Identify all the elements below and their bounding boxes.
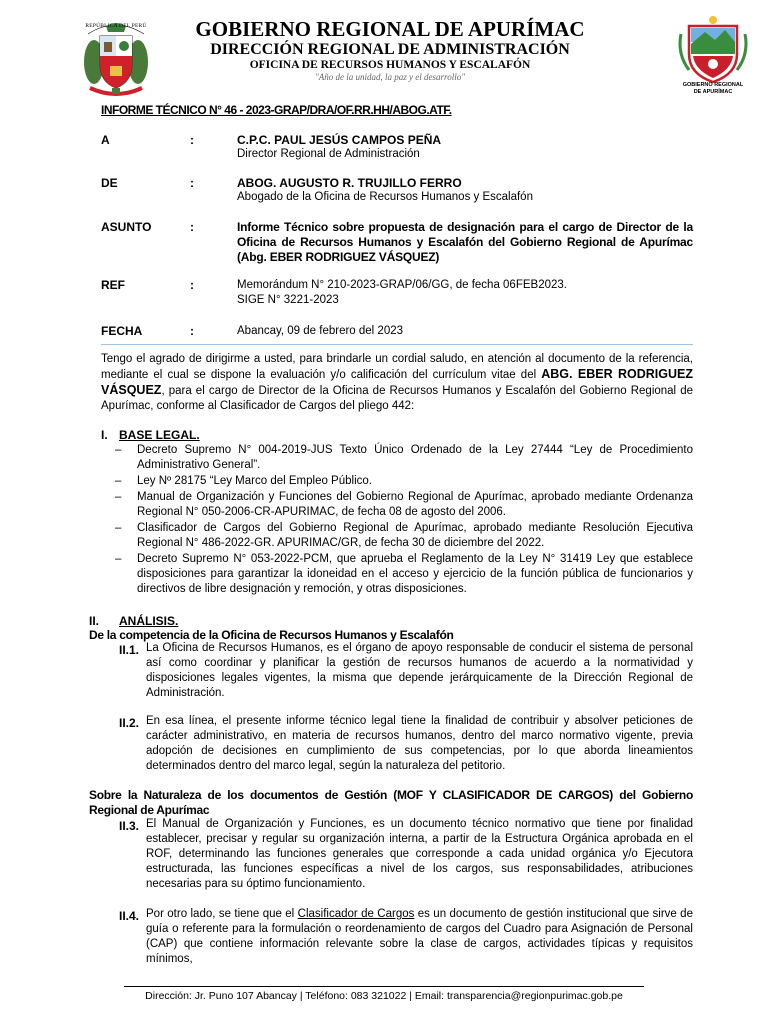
report-title: INFORME TÉCNICO N° 46 - 2023-GRAP/DRA/OF.RR.HH/ABOG.ATF. <box>101 103 452 117</box>
intro-text-2: , para el cargo de Director de la Oficina de Recursos Humanos y Escalafón del Gobierno Regional de Apurímac, conforme al Clasificador de Cargos del pliego 442: <box>101 385 693 412</box>
list-item: ‒ Clasificador de Cargos del Gobierno Regional de Apurímac, aprobado mediante Resolución Ejecutiva Regional N° 486-2022-GR. APURIMAC/GR, de fecha 30 de diciembre del 2022. <box>115 522 693 549</box>
header-divider <box>101 344 693 345</box>
intro-text-1: Tengo el agrado de dirigirme a usted, para brindarle un cordial saludo, en atención al documento de la referencia, mediante el cual se dispone la evaluación y/o calificación del currículum vitae del <box>101 353 693 381</box>
peru-seal-logo <box>80 14 152 98</box>
list-item: ‒ Ley Nº 28175 “Ley Marco del Empleo Público. <box>115 475 372 487</box>
section1-number: I. <box>101 428 108 442</box>
para-II4-text-1: Por otro lado, se tiene que el <box>146 908 298 920</box>
field-a-role: Director Regional de Administración <box>237 148 420 160</box>
field-ref-line2: SIGE N° 3221-2023 <box>237 294 339 306</box>
section2-number: II. <box>89 614 100 628</box>
intro-paragraph <box>101 352 693 414</box>
field-ref-line1: Memorándum N° 210-2023-GRAP/06/GG, de fecha 06FEB2023. <box>237 279 567 291</box>
clasificador-link: Clasificador de Cargos <box>297 908 415 920</box>
footer-address: Dirección: Jr. Puno 107 Abancay | Teléfono: 083 321022 | Email: transparencia@regionpurimac.gob.pe <box>145 990 623 1002</box>
field-a-label: A <box>101 133 110 147</box>
apurimac-region-logo <box>675 14 751 104</box>
field-de-name: ABOG. AUGUSTO R. TRUJILLO FERRO <box>237 176 462 190</box>
para-II2: En esa línea, el presente informe técnico legal tiene la finalidad de contribuir y absolver peticiones de carácter administrativo, en materia de recursos humanos, dentro del marco normativo vigente, previa adopción de decisiones en cumplimiento de sus competencias, por lo que aborda lineamientos determinados dentro del marco legal, según la naturaleza del petitorio. <box>146 715 693 772</box>
para-II4-number: II.4. <box>119 909 140 923</box>
header-title-2: DIRECCIÓN REGIONAL DE ADMINISTRACIÓN <box>210 41 570 58</box>
section2-subtitle-2: Sobre la Naturaleza de los documentos de Gestión (MOF Y CLASIFICADOR DE CARGOS) del Gobierno Regional de Apurímac <box>89 788 693 817</box>
field-ref-label: REF <box>101 278 125 292</box>
para-II3-number: II.3. <box>119 819 140 833</box>
header-title-1: GOBIERNO REGIONAL DE APURÍMAC <box>195 17 585 41</box>
header-title-3: OFICINA DE RECURSOS HUMANOS Y ESCALAFÓN <box>249 59 531 71</box>
section1-list <box>115 443 693 597</box>
header-motto: "Año de la unidad, la paz y el desarrollo" <box>315 72 465 82</box>
section2-subtitle-1: De la competencia de la Oficina de Recursos Humanos y Escalafón <box>89 628 454 642</box>
para-II1-number: II.1. <box>119 643 140 657</box>
list-item: ‒ Manual de Organización y Funciones del Gobierno Regional de Apurímac, aprobado mediante Ordenanza Regional N° 050-2006-CR-APURIMAC, de fecha 08 de agosto del 2006. <box>115 491 693 518</box>
list-item: ‒ Decreto Supremo N° 004-2019-JUS Texto Único Ordenado de la Ley 27444 “Ley de Procedimiento Administrativo General”. <box>115 444 693 471</box>
seal-caption: REPÚBLICA DEL PERÚ <box>85 23 147 29</box>
field-a-colon: : <box>190 133 194 147</box>
field-asunto-text: Informe Técnico sobre propuesta de designación para el cargo de Director de la Oficina de Recursos Humanos y Escalafón del Gobierno Regional de Apurímac (Abg. EBER RODRIGUEZ VÁSQUEZ) <box>237 220 693 264</box>
field-de-label: DE <box>101 176 118 190</box>
field-de-colon: : <box>190 176 194 190</box>
field-fecha-colon: : <box>190 324 194 338</box>
field-ref-colon: : <box>190 278 194 292</box>
intro-name: ABG. EBER RODRIGUEZ VÁSQUEZ <box>101 367 693 397</box>
list-item: ‒ Decreto Supremo N° 053-2022-PCM, que aprueba el Reglamento de la Ley N° 31419 Ley que establece disposiciones para garantizar la idoneidad en el acceso y ejercicio de la función pública de funcionarios y directivos de libre designación y remoción, y otras disposiciones. <box>115 553 693 595</box>
field-a-name: C.P.C. PAUL JESÚS CAMPOS PEÑA <box>237 133 442 147</box>
logo-caption: GOBIERNO REGIONAL DE APURÍMAC <box>682 82 744 95</box>
para-II1: La Oficina de Recursos Humanos, es el órgano de apoyo responsable de conducir el sistema de personal así como coordinar y planificar la gestión de recursos humanos de acuerdo a la normatividad y disposiciones legales vigentes, la misma que depende jerárquicamente de la Dirección Regional de Administración. <box>146 642 693 699</box>
footer-divider <box>124 986 644 987</box>
field-fecha-label: FECHA <box>101 324 143 338</box>
para-II4 <box>146 907 693 967</box>
para-II4-text-2: es un documento de gestión institucional que sirve de guía o referente para la formulación o reordenamiento de cargos del Cuadro para Asignación de Personal (CAP) que contiene información relevante sobre la clase de cargos, actividades típicas y requisitos mínimos, <box>146 908 693 965</box>
field-de-role: Abogado de la Oficina de Recursos Humanos y Escalafón <box>237 191 533 203</box>
section2-title: ANÁLISIS. <box>119 614 179 628</box>
para-II3: El Manual de Organización y Funciones, es un documento técnico normativo que tiene por finalidad establecer, precisar y regular su organización interna, a partir de la Estructura Orgánica aprobada en el ROF, determinando las funciones generales que corresponde a cada unidad orgánica y/o Ejecutora estructurada, las funciones específicas a nivel de los cargos, sus responsabilidades, atribuciones necesarias para su óptimo funcionamiento. <box>146 818 693 890</box>
field-asunto-label: ASUNTO <box>101 220 152 234</box>
field-asunto-colon: : <box>190 220 194 234</box>
para-II2-number: II.2. <box>119 716 140 730</box>
section1-title: BASE LEGAL. <box>119 428 200 442</box>
field-fecha-text: Abancay, 09 de febrero del 2023 <box>237 325 404 337</box>
